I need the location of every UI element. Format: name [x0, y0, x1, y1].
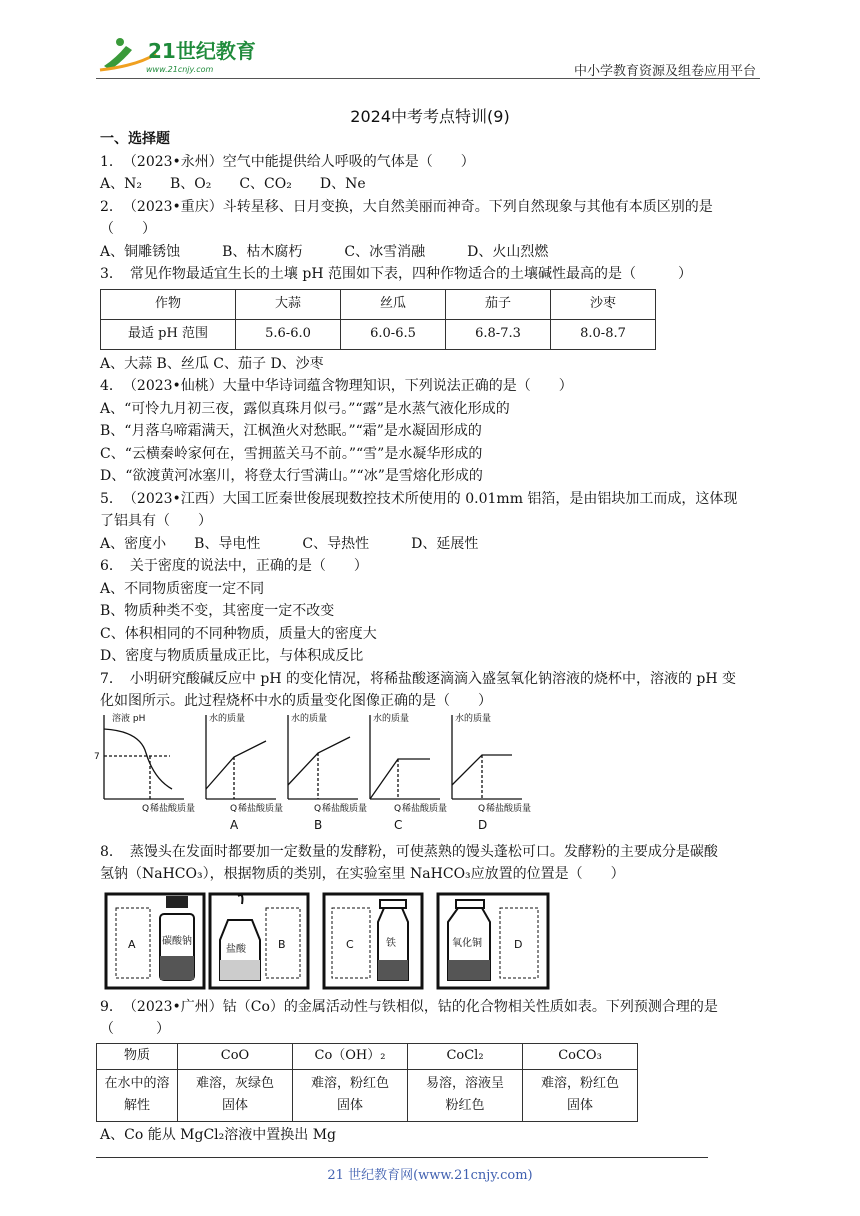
- table-cell: 最适 pH 范围: [101, 319, 236, 349]
- q8-stem-cont: 氢钠（NaHCO₃），根据物质的类别，在实验室里 NaHCO₃应放置的位置是（ ）: [100, 866, 625, 882]
- slot-a-label: A: [128, 937, 136, 951]
- graph-xq: Q: [478, 803, 486, 814]
- table-cell: 易溶，溶液呈 粉红色: [408, 1069, 523, 1121]
- cabinet-svg: [104, 890, 554, 994]
- bottle-label-1: 碳酸钠: [162, 935, 192, 947]
- graph-xlabel: 稀盐酸质量: [238, 803, 284, 814]
- graph-d: [452, 712, 531, 832]
- question-content: [94, 128, 765, 1146]
- header-divider: [96, 78, 760, 79]
- table-cell: 6.0-6.5: [341, 319, 446, 349]
- slot-d-label: D: [514, 937, 523, 951]
- table-cell: CoCO₃: [523, 1043, 638, 1069]
- q7-stem-cont: 化如图所示。此过程烧杯中水的质量变化图像正确的是（ ）: [100, 693, 492, 709]
- q5-stem: 5． （2023•江西）大国工匠秦世俊展现数控技术所使用的 0.01mm 铝箔，是由铝块加工而成，这体现: [100, 490, 738, 507]
- graph-ylabel: 水的质量: [373, 713, 410, 724]
- table-cell: Co（OH）₂: [293, 1043, 408, 1069]
- graph-xq: Q: [394, 803, 402, 814]
- graph-xq: Q: [314, 803, 322, 814]
- table-cell: CoCl₂: [408, 1043, 523, 1069]
- q6-option-d: D、密度与物质质量成正比，与体积成反比: [100, 648, 364, 664]
- q3-stem: 3． 常见作物最适宜生长的土壤 pH 范围如下表，四种作物适合的土壤碱性最高的是（ ）: [100, 266, 692, 282]
- graph-xlabel: 稀盐酸质量: [402, 803, 448, 814]
- graph-letter: C: [394, 817, 403, 832]
- graph-ylabel: 水的质量: [209, 713, 246, 724]
- table-cell: 丝瓜: [341, 289, 446, 319]
- q8-cabinet-figure: [104, 890, 765, 994]
- footer-divider: [96, 1157, 708, 1158]
- graph-ylabel: 水的质量: [291, 713, 328, 724]
- q7-graphs: [94, 713, 765, 841]
- footer-link[interactable]: 21 世纪教育网(www.21cnjy.com): [327, 1168, 533, 1183]
- q9-stem-cont: （ ）: [100, 1021, 170, 1037]
- q4-stem: 4． （2023•仙桃）大量中华诗词蕴含物理知识，下列说法正确的是（ ）: [100, 378, 573, 394]
- table-cell: 5.6-6.0: [236, 319, 341, 349]
- ph-ylabel: 溶液 pH: [112, 713, 146, 724]
- graph-b: [288, 712, 367, 832]
- section-heading: 一、选择题: [100, 131, 170, 147]
- bottle-label-4: 氧化铜: [452, 937, 482, 949]
- table-cell: 8.0-8.7: [551, 319, 656, 349]
- q2-options: A、铜雕锈蚀 B、枯木腐朽 C、冰雪消融 D、火山烈燃: [100, 243, 549, 260]
- q9-option-a: A、Co 能从 MgCl₂溶液中置换出 Mg: [100, 1126, 336, 1143]
- bottle-label-2: 盐酸: [226, 943, 246, 955]
- q2-stem: 2． （2023•重庆）斗转星移、日月变换，大自然美丽而神奇。下列自然现象与其他有本质区别的是: [100, 198, 713, 215]
- q6-stem: 6． 关于密度的说法中，正确的是（ ）: [100, 558, 368, 574]
- graph-letter: B: [314, 817, 323, 832]
- table-cell: 作物: [101, 289, 236, 319]
- graph-letter: D: [478, 817, 488, 832]
- q9-stem: 9． （2023•广州）钴（Co）的金属活动性与铁相似，钴的化合物相关性质如表。下列预测合理的是: [100, 998, 718, 1015]
- table-cell: 沙枣: [551, 289, 656, 319]
- ph-xlabel: 稀盐酸质量: [150, 803, 196, 814]
- ph-tick-7: 7: [94, 751, 100, 762]
- bottle-label-3: 铁: [386, 937, 396, 949]
- ph-graph: [94, 712, 195, 814]
- q7-figure: [94, 713, 540, 841]
- q1-stem: 1． （2023•永州）空气中能提供给人呼吸的气体是（ ）: [100, 153, 475, 170]
- page-title: 2024中考考点特训(9): [350, 107, 510, 126]
- q6-option-c: C、体积相同的不同种物质，质量大的密度大: [100, 625, 377, 642]
- table-cell: 难溶，粉红色 固体: [523, 1069, 638, 1121]
- table-cell: 在水中的溶 解性: [97, 1069, 178, 1121]
- q4-option-d: D、“欲渡黄河冰塞川，将登太行雪满山。”“冰”是雪熔化形成的: [100, 468, 483, 484]
- q6-option-a: A、不同物质密度一定不同: [100, 580, 265, 597]
- graph-c: [370, 712, 447, 832]
- graph-xlabel: 稀盐酸质量: [486, 803, 532, 814]
- q6-option-b: B、物质种类不变，其密度一定不改变: [100, 603, 335, 619]
- q5-stem-cont: 了铝具有（ ）: [100, 513, 212, 529]
- q3-options: A、大蒜 B、丝瓜 C、茄子 D、沙枣: [100, 355, 324, 372]
- q4-option-a: A、“可怜九月初三夜，露似真珠月似弓。”“露”是水蒸气液化形成的: [100, 400, 510, 417]
- graph-letter: A: [230, 817, 239, 832]
- q4-option-c: C、“云横秦岭家何在，雪拥蓝关马不前。”“雪”是水凝华形成的: [100, 445, 483, 462]
- slot-b-label: B: [278, 937, 286, 951]
- q5-options: A、密度小 B、导电性 C、导热性 D、延展性: [100, 535, 479, 552]
- slot-c-label: C: [346, 937, 354, 951]
- table-cell: 大蒜: [236, 289, 341, 319]
- q8-stem: 8． 蒸馒头在发面时都要加一定数量的发酵粉，可使蒸熟的馒头蓬松可口。发酵粉的主要成分是碳酸: [100, 843, 718, 860]
- q4-option-b: B、“月落乌啼霜满天，江枫渔火对愁眠。”“霜”是水凝固形成的: [100, 423, 482, 439]
- table-cell: 难溶，灰绿色 固体: [178, 1069, 293, 1121]
- logo-text: 21世纪教育: [148, 39, 256, 63]
- graph-xq: Q: [230, 803, 238, 814]
- graph-ylabel: 水的质量: [455, 713, 492, 724]
- graph-xlabel: 稀盐酸质量: [322, 803, 368, 814]
- table-cell: 茄子: [446, 289, 551, 319]
- q3-table: [100, 289, 656, 350]
- table-cell: 物质: [97, 1043, 178, 1069]
- graph-a: [206, 712, 283, 832]
- q2-stem-cont: （ ）: [100, 221, 156, 237]
- q7-stem: 7． 小明研究酸碱反应中 pH 的变化情况，将稀盐酸逐滴滴入盛氢氧化钠溶液的烧杯中，溶液的 pH 变: [100, 670, 737, 687]
- table-cell: CoO: [178, 1043, 293, 1069]
- ph-xq: Q: [142, 803, 150, 814]
- platform-name: 中小学教育资源及组卷应用平台: [573, 64, 756, 79]
- q1-options: A、N₂ B、O₂ C、CO₂ D、Ne: [100, 176, 366, 192]
- q9-table: [96, 1043, 638, 1122]
- logo-url: www.21cnjy.com: [146, 65, 214, 74]
- table-cell: 6.8-7.3: [446, 319, 551, 349]
- site-logo: [96, 36, 256, 76]
- table-cell: 难溶，粉红色 固体: [293, 1069, 408, 1121]
